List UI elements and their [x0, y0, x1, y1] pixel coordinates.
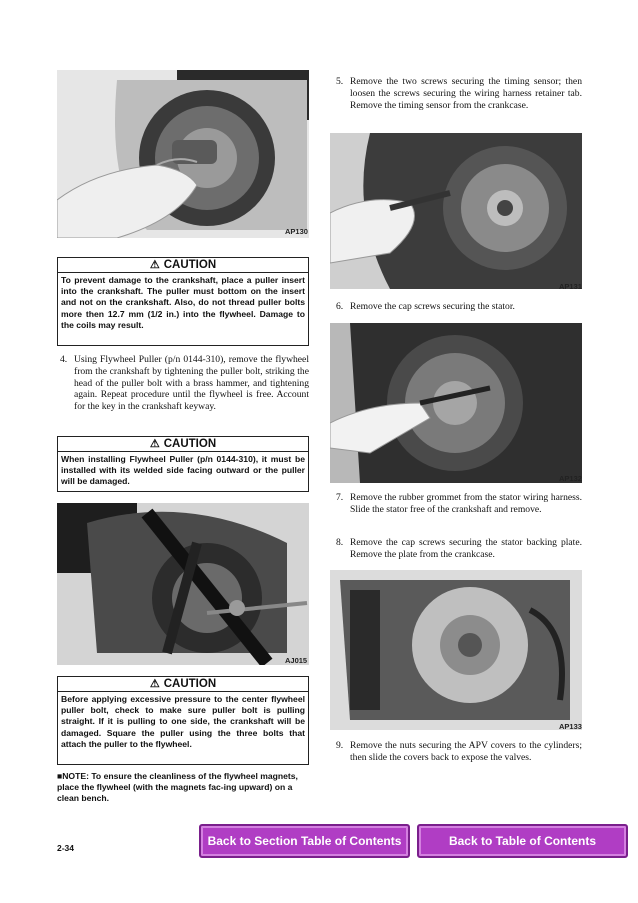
figure-label-aj015: AJ015: [285, 656, 308, 665]
step-text: Remove the rubber grommet from the stator wiring harness. Slide the stator free of the crankshaft and remove.: [350, 492, 582, 515]
step-number: 9.: [336, 740, 344, 751]
warning-triangle-icon: ⚠: [149, 259, 160, 271]
warning-triangle-icon: ⚠: [149, 438, 160, 450]
step-text: Remove the two screws securing the timing sensor; then loosen the screws securing the wiring harness retainer tab. Remove the timing sensor from the crankcase.: [350, 76, 582, 111]
stator-backing-plate-photo: [330, 570, 582, 730]
caution-header: [58, 258, 308, 273]
page-number: 2-34: [57, 843, 75, 853]
figure-label-ap132: AP132: [559, 474, 582, 483]
caution-text: To prevent damage to the crankshaft, place a puller insert into the crankshaft. The puller must bottom on the insert and not on the crankshaft. Also, do not thread puller bolts more then 12.7 mm (1/2 in.) into the flywheel. Damage to the coils may result.: [61, 275, 305, 330]
note-flywheel-cleanliness: [57, 771, 309, 805]
flywheel-puller-photo: [57, 503, 309, 665]
step-number: 7.: [336, 492, 344, 503]
step-text: Remove the cap screws securing the stator.: [350, 301, 515, 312]
caution-title: CAUTION: [163, 259, 217, 271]
caution-header: [58, 677, 308, 692]
timing-sensor-photo: [330, 133, 582, 289]
step-4: [60, 354, 309, 413]
step-number: 8.: [336, 537, 344, 548]
caution-box-puller-install: [57, 436, 309, 492]
warning-triangle-icon: ⚠: [149, 678, 160, 690]
caution-title: CAUTION: [163, 678, 217, 690]
step-number: 6.: [336, 301, 344, 312]
step-6: [336, 301, 582, 313]
caution-box-puller-insert: [57, 257, 309, 346]
step-text: Remove the nuts securing the APV covers to the cylinders; then slide the covers back to expose the valves.: [350, 740, 582, 763]
step-7: [336, 492, 582, 516]
step-5: [336, 76, 582, 111]
back-to-toc-button[interactable]: Back to Table of Contents: [417, 824, 628, 858]
step-number: 5.: [336, 76, 344, 87]
figure-label-ap131: AP131: [559, 282, 582, 291]
step-text: Using Flywheel Puller (p/n 0144-310), remove the flywheel from the crankshaft by tightening the puller bolt, striking the head of the puller bolt with a brass hammer, and tightening again. Repeat procedure until the flywheel is free. Account for the key in the crankshaft keyway.: [74, 354, 309, 413]
caution-box-straight-pull: [57, 676, 309, 765]
back-to-section-toc-button[interactable]: Back to Section Table of Contents: [199, 824, 410, 858]
figure-label-ap130: AP130: [285, 227, 308, 236]
caution-header: [58, 437, 308, 452]
note-bullet-icon: ■: [57, 771, 63, 781]
caution-text: When installing Flywheel Puller (p/n 0144-310), it must be installed with its welded side facing outward or the puller will be damaged.: [61, 454, 305, 487]
caution-title: CAUTION: [163, 438, 217, 450]
flywheel-puller-insert-photo: [57, 70, 309, 238]
figure-label-ap133: AP133: [559, 722, 582, 731]
step-text: Remove the cap screws securing the stator backing plate. Remove the plate from the crankcase.: [350, 537, 582, 560]
step-9: [336, 740, 582, 764]
note-text: NOTE: To ensure the cleanliness of the flywheel magnets, place the flywheel (with the magnets fac-ing upward) on a clean bench.: [57, 771, 298, 804]
stator-cap-screws-photo: [330, 323, 582, 483]
step-number: 4.: [60, 354, 68, 365]
step-8: [336, 537, 582, 561]
caution-text: Before applying excessive pressure to the center flywheel puller bolt, check to make sure puller bolt is pulling straight. If it is pulling to one side, the crankshaft will be damaged. Square the puller using the three bolts that attach the puller to the flywheel.: [61, 694, 305, 749]
